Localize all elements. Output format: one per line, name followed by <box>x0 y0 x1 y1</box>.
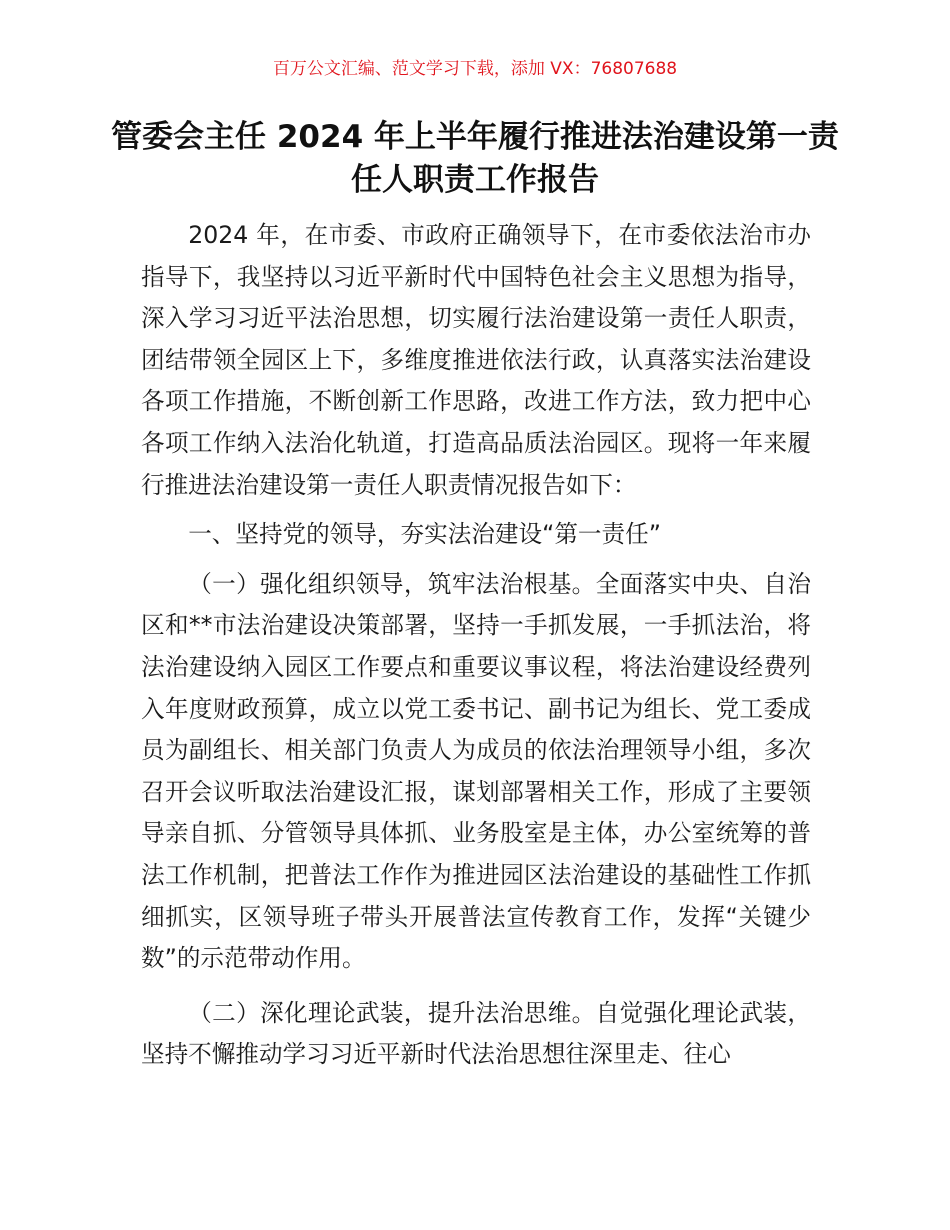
section-heading-1: 一、坚持党的领导，夯实法治建设“第一责任” <box>188 520 661 549</box>
header-ad-text: 百万公文汇编、范文学习下载，添加 VX：76807688 <box>272 59 678 79</box>
document-title: 管委会主任 2024 年上半年履行推进法治建设第一责任人职责工作报告 <box>111 119 839 198</box>
subsection-paragraph-1: （一）强化组织领导，筑牢法治根基。全面落实中央、自治区和**市法治建设决策部署，坚持一手抓发展，一手抓法治，将法治建设纳入园区工作要点和重要议事议程，将法治建设经费列入年度财政预算，成立以党工委书记、副书记为组长、党工委成员为副组长、相关部门负责人为成员的依法治理领导小组，多次召开会议听取法治建设汇报，谋划部署相关工作，形成了主要领导亲自抓、分管领导具体抓、业务股室是主体，办公室统筹的普法工作机制，把普法工作作为推进园区法治建设的基础性工作抓细抓实，区领导班子带头开展普法宣传教育工作，发挥“关键少数”的示范带动作用。 <box>141 569 811 973</box>
subsection-paragraph-2: （二）深化理论武装，提升法治思维。自觉强化理论武装，坚持不懈推动学习习近平新时代法治思想往深里走、往心 <box>141 998 811 1069</box>
intro-paragraph: 2024 年，在市委、市政府正确领导下，在市委依法治市办指导下，我坚持以习近平新时代中国特色社会主义思想为指导，深入学习习近平法治思想，切实履行法治建设第一责任人职责，团结带领全园区上下，多维度推进依法行政，认真落实法治建设各项工作措施，不断创新工作思路，改进工作方法，致力把中心各项工作纳入法治化轨道，打造高品质法治园区。现将一年来履行推进法治建设第一责任人职责情况报告如下： <box>141 221 811 499</box>
document-body <box>141 215 811 1076</box>
